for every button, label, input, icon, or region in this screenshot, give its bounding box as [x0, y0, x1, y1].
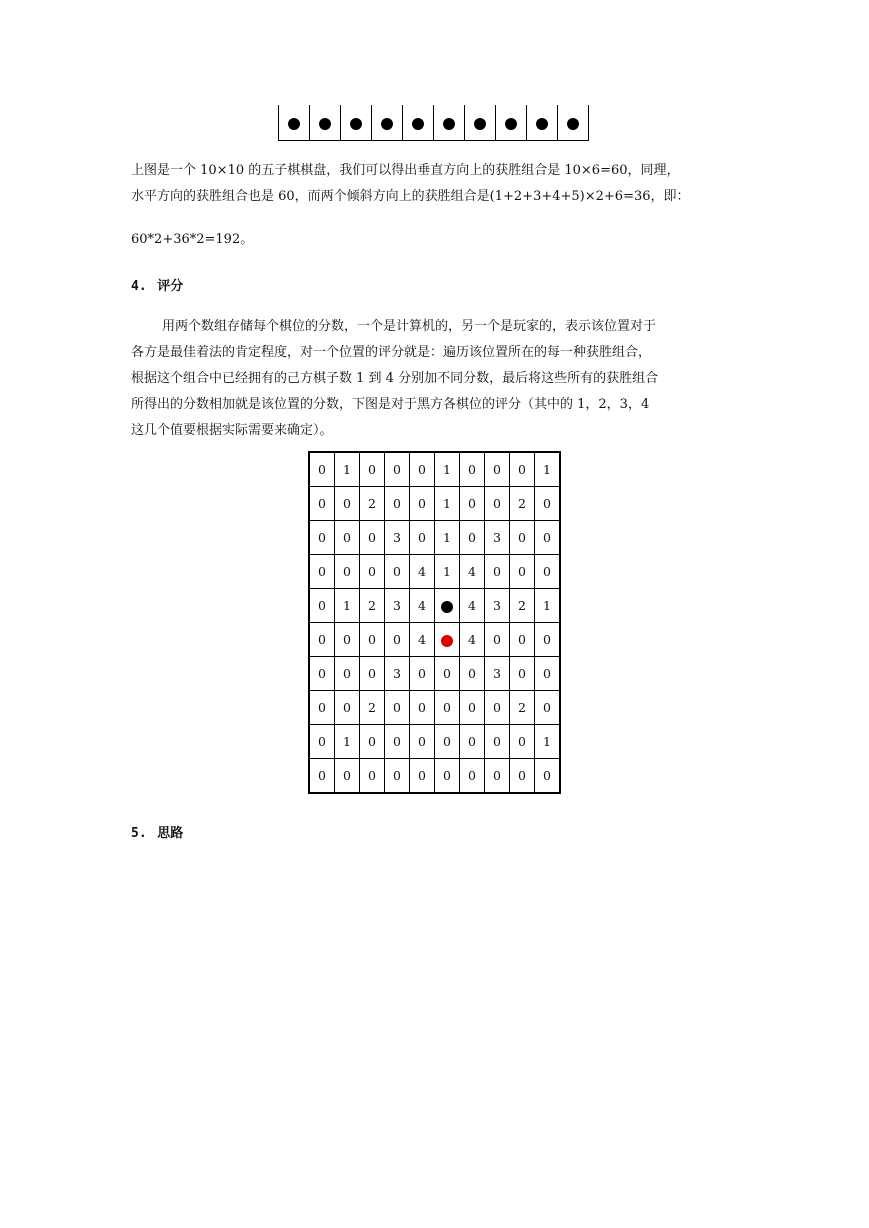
grid-cell: 0 — [385, 759, 410, 794]
section-number: 4. — [131, 279, 147, 294]
grid-cell: 0 — [535, 487, 561, 521]
grid-cell: 0 — [410, 657, 435, 691]
grid-cell: 0 — [385, 691, 410, 725]
grid-cell: 0 — [535, 691, 561, 725]
grid-cell: 0 — [360, 657, 385, 691]
grid-cell: 2 — [510, 487, 535, 521]
grid-cell: 0 — [360, 521, 385, 555]
stone-strip — [278, 105, 589, 141]
grid-cell: 0 — [309, 487, 335, 521]
grid-cell: 1 — [435, 487, 460, 521]
grid-cell: 3 — [485, 589, 510, 623]
grid-cell: 0 — [535, 759, 561, 794]
grid-cell: 0 — [460, 487, 485, 521]
grid-cell: 0 — [410, 521, 435, 555]
grid-cell: 0 — [535, 555, 561, 589]
grid-cell: 1 — [435, 555, 460, 589]
grid-cell: 0 — [510, 657, 535, 691]
grid-cell: 0 — [335, 657, 360, 691]
grid-cell: 0 — [535, 623, 561, 657]
grid-cell: 1 — [535, 589, 561, 623]
grid-cell: 3 — [385, 589, 410, 623]
grid-cell: 1 — [335, 589, 360, 623]
grid-cell: 0 — [335, 555, 360, 589]
grid-cell: 0 — [335, 487, 360, 521]
grid-cell: 0 — [510, 725, 535, 759]
grid-cell: 0 — [485, 487, 510, 521]
paragraph-line: 水平方向的获胜组合也是 60，而两个倾斜方向上的获胜组合是(1+2+3+4+5)×2+6=36，即： — [131, 189, 690, 204]
grid-cell: 0 — [335, 623, 360, 657]
grid-cell: 0 — [360, 555, 385, 589]
grid-cell: 0 — [410, 487, 435, 521]
paragraph-line: 各方是最佳着法的肯定程度，对一个位置的评分就是：遍历该位置所在的每一种获胜组合， — [131, 345, 652, 360]
black-stone-icon — [319, 118, 331, 130]
red-stone-icon — [441, 635, 453, 647]
grid-cell: 3 — [385, 521, 410, 555]
strip-cell — [434, 105, 465, 141]
grid-row — [309, 691, 560, 725]
grid-cell: 0 — [410, 759, 435, 794]
black-stone-icon — [567, 118, 579, 130]
grid-cell: 0 — [309, 725, 335, 759]
grid-cell: 0 — [460, 521, 485, 555]
black-stone-icon — [443, 118, 455, 130]
grid-cell: 0 — [460, 657, 485, 691]
paragraph-line: 这几个值要根据实际需要来确定）。 — [131, 423, 333, 438]
grid-cell: 0 — [485, 452, 510, 487]
grid-cell: 0 — [360, 452, 385, 487]
grid-cell: 0 — [510, 452, 535, 487]
grid-cell: 0 — [485, 623, 510, 657]
grid-cell: 0 — [360, 759, 385, 794]
strip-cell — [465, 105, 496, 141]
black-stone-icon — [288, 118, 300, 130]
grid-cell: 0 — [335, 691, 360, 725]
grid-cell: 0 — [385, 623, 410, 657]
grid-row — [309, 657, 560, 691]
grid-row — [309, 725, 560, 759]
grid-cell: 3 — [485, 521, 510, 555]
grid-cell: 0 — [510, 521, 535, 555]
grid-cell: 3 — [485, 657, 510, 691]
grid-cell: 0 — [485, 555, 510, 589]
paragraph-line: 60*2+36*2=192。 — [131, 232, 254, 247]
strip-cell — [527, 105, 558, 141]
grid-row — [309, 589, 560, 623]
black-stone-icon — [441, 601, 453, 613]
grid-cell: 0 — [309, 623, 335, 657]
grid-cell: 4 — [410, 623, 435, 657]
score-grid — [308, 451, 561, 794]
grid-cell: 0 — [385, 487, 410, 521]
grid-row — [309, 452, 560, 487]
grid-cell — [435, 623, 460, 657]
grid-cell: 3 — [385, 657, 410, 691]
black-stone-icon — [381, 118, 393, 130]
section-title: 思路 — [157, 826, 184, 841]
black-stone-icon — [350, 118, 362, 130]
paragraph-line: 上图是一个 10×10 的五子棋棋盘，我们可以得出垂直方向上的获胜组合是 10×6=60，同理， — [131, 163, 680, 178]
section-heading-4 — [131, 275, 183, 294]
grid-cell: 0 — [510, 759, 535, 794]
grid-cell: 0 — [309, 452, 335, 487]
grid-cell: 0 — [435, 657, 460, 691]
grid-cell: 0 — [410, 452, 435, 487]
grid-cell: 2 — [360, 589, 385, 623]
grid-cell: 2 — [510, 691, 535, 725]
grid-cell: 0 — [510, 555, 535, 589]
grid-cell: 0 — [335, 759, 360, 794]
strip-cell — [496, 105, 527, 141]
grid-cell: 0 — [435, 691, 460, 725]
grid-cell: 0 — [385, 452, 410, 487]
paragraph-line: 用两个数组存储每个棋位的分数，一个是计算机的，另一个是玩家的，表示该位置对于 — [162, 319, 657, 334]
grid-cell: 0 — [460, 452, 485, 487]
black-stone-icon — [505, 118, 517, 130]
grid-cell: 1 — [435, 521, 460, 555]
strip-cell — [403, 105, 434, 141]
grid-cell: 1 — [335, 452, 360, 487]
paragraph-line: 所得出的分数相加就是该位置的分数，下图是对于黑方各棋位的评分（其中的 1，2，3，4 — [131, 397, 650, 412]
grid-cell: 2 — [360, 691, 385, 725]
grid-cell: 0 — [385, 725, 410, 759]
black-stone-icon — [412, 118, 424, 130]
grid-cell: 2 — [360, 487, 385, 521]
grid-cell: 0 — [410, 691, 435, 725]
grid-cell: 0 — [309, 691, 335, 725]
grid-cell: 0 — [485, 725, 510, 759]
grid-cell: 1 — [435, 452, 460, 487]
grid-row — [309, 623, 560, 657]
paragraph-line: 根据这个组合中已经拥有的己方棋子数 1 到 4 分别加不同分数，最后将这些所有的获胜组合 — [131, 371, 659, 386]
grid-cell: 0 — [385, 555, 410, 589]
grid-row — [309, 487, 560, 521]
grid-cell: 0 — [485, 759, 510, 794]
grid-cell: 4 — [410, 555, 435, 589]
grid-row — [309, 521, 560, 555]
grid-cell: 0 — [335, 521, 360, 555]
grid-cell: 1 — [335, 725, 360, 759]
grid-cell: 0 — [460, 691, 485, 725]
grid-row — [309, 555, 560, 589]
black-stone-icon — [474, 118, 486, 130]
grid-cell: 0 — [360, 725, 385, 759]
grid-cell — [435, 589, 460, 623]
grid-cell: 2 — [510, 589, 535, 623]
grid-cell: 0 — [460, 725, 485, 759]
strip-cell — [310, 105, 341, 141]
grid-cell: 0 — [435, 725, 460, 759]
strip-cell — [279, 105, 310, 141]
grid-cell: 0 — [485, 691, 510, 725]
grid-cell: 1 — [535, 725, 561, 759]
grid-cell: 0 — [309, 555, 335, 589]
section-number: 5. — [131, 826, 147, 841]
grid-cell: 0 — [309, 657, 335, 691]
section-title: 评分 — [157, 279, 184, 294]
black-stone-icon — [536, 118, 548, 130]
grid-cell: 0 — [309, 589, 335, 623]
grid-cell: 4 — [460, 555, 485, 589]
grid-cell: 1 — [535, 452, 561, 487]
grid-cell: 0 — [535, 657, 561, 691]
grid-cell: 4 — [410, 589, 435, 623]
grid-cell: 4 — [460, 589, 485, 623]
section-heading-5 — [131, 822, 183, 841]
strip-cell — [558, 105, 589, 141]
grid-cell: 4 — [460, 623, 485, 657]
grid-cell: 0 — [309, 759, 335, 794]
grid-cell: 0 — [360, 623, 385, 657]
grid-cell: 0 — [535, 521, 561, 555]
grid-cell: 0 — [309, 521, 335, 555]
grid-row — [309, 759, 560, 794]
strip-cell — [341, 105, 372, 141]
strip-cell — [372, 105, 403, 141]
grid-cell: 0 — [435, 759, 460, 794]
grid-cell: 0 — [410, 725, 435, 759]
grid-cell: 0 — [510, 623, 535, 657]
grid-cell: 0 — [460, 759, 485, 794]
